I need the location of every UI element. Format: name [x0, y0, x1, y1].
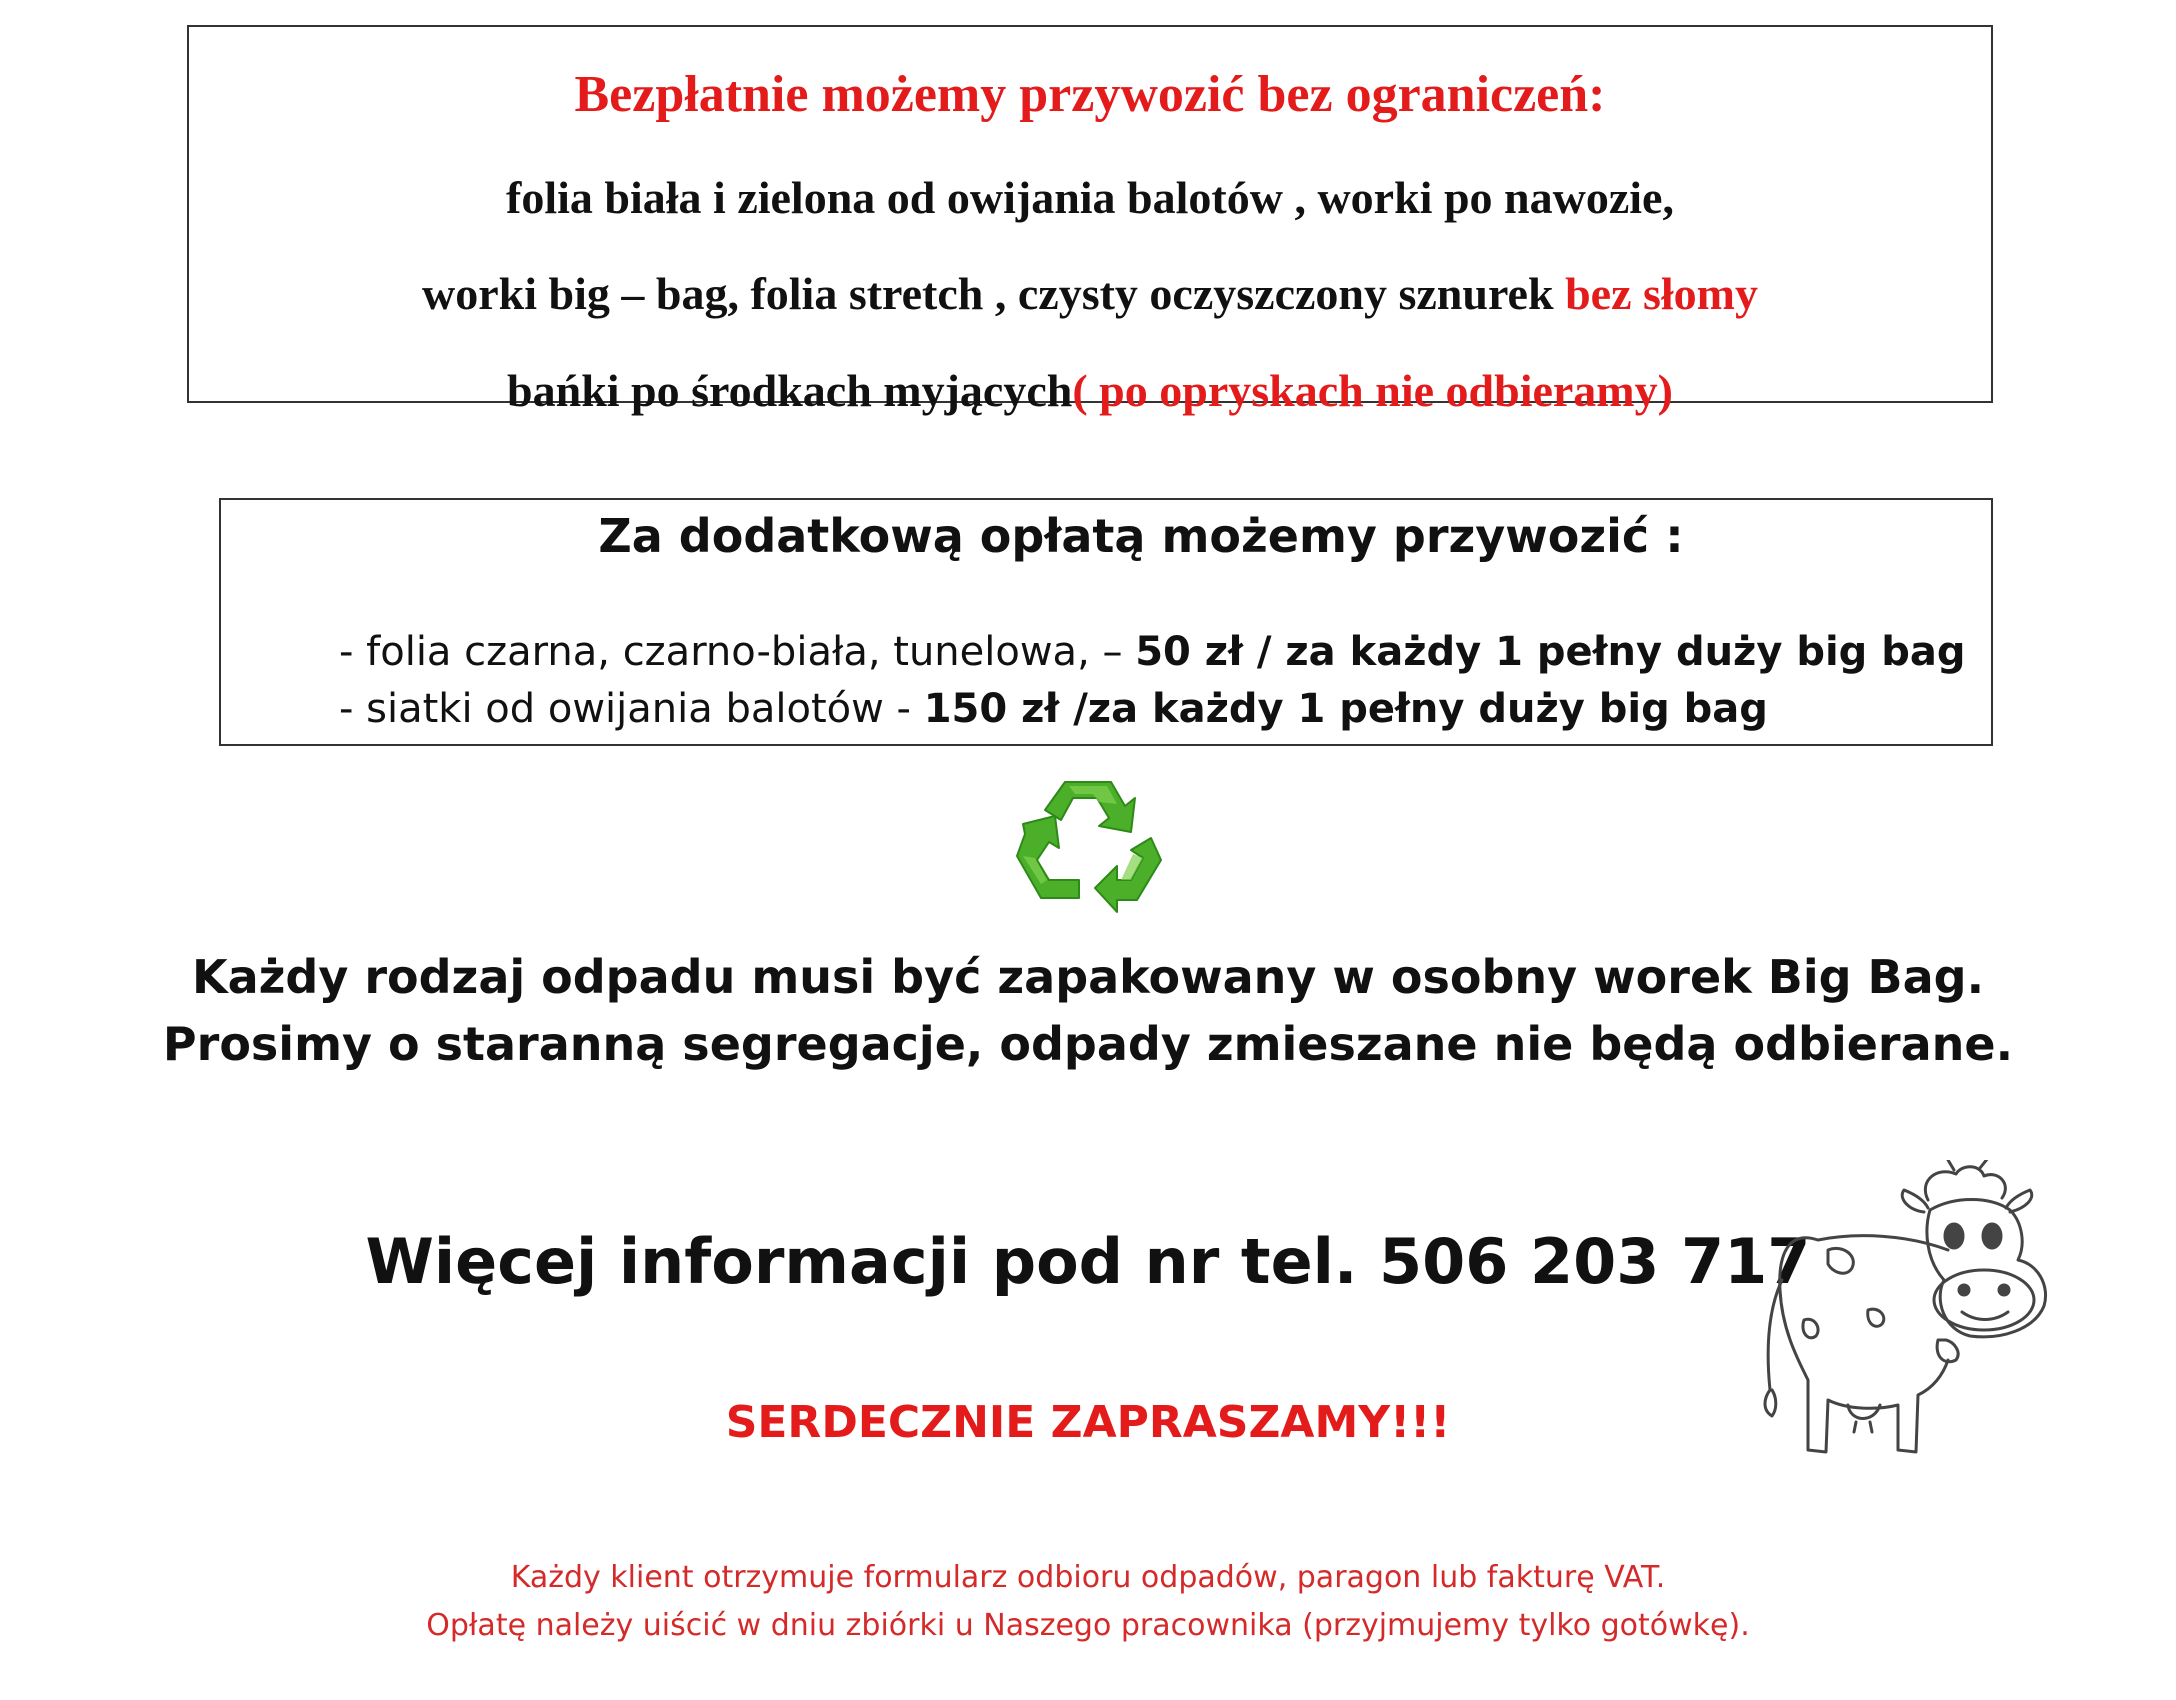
packing-notice: Każdy rodzaj odpadu musi być zapakowany w osobny worek Big Bag.: [191, 950, 1985, 1004]
footer-line-1: Każdy klient otrzymuje formularz odbioru odpadów, paragon lub fakturę VAT.: [510, 1560, 1666, 1595]
free-items-line-2-text: worki big – bag, folia stretch , czysty oczyszczony sznurek: [422, 268, 1566, 319]
free-items-line-1: folia biała i zielona od owijania balotów , worki po nawozie,: [506, 172, 1674, 223]
invite-text: SERDECZNIE ZAPRASZAMY!!!: [725, 1397, 1451, 1448]
paid-item-price: 50 zł / za każdy 1 pełny duży big bag: [1135, 629, 1966, 675]
paid-item: [339, 684, 1768, 734]
paid-item-text: - siatki od owijania balotów -: [339, 686, 924, 732]
free-items-line-3-text: bańki po środkach myjących: [507, 365, 1073, 416]
free-items-box: [187, 25, 1993, 416]
paid-item: [339, 627, 1966, 677]
free-items-line-3-note: ( po opryskach nie odbieramy): [1072, 365, 1673, 416]
free-items-line-3: [189, 363, 1991, 419]
free-items-title: Bezpłatnie możemy przywozić bez ograniczeń:: [574, 66, 1606, 123]
free-items-line-2: [189, 266, 1991, 322]
recycle-icon: [1013, 776, 1163, 921]
contact-phone: Więcej informacji pod nr tel. 506 203 717: [365, 1225, 1811, 1298]
paid-item-price: 150 zł /za każdy 1 pełny duży big bag: [923, 686, 1768, 732]
paid-items-title: Za dodatkową opłatą możemy przywozić :: [598, 509, 1684, 563]
footer-line-2: Opłatę należy uiścić w dniu zbiórki u Naszego pracownika (przyjmujemy tylko gotówkę).: [426, 1608, 1750, 1643]
free-items-line-2-note: bez słomy: [1565, 268, 1758, 319]
segregation-notice: Prosimy o staranną segregacje, odpady zmieszane nie będą odbierane.: [162, 1017, 2014, 1071]
paid-item-text: - folia czarna, czarno-biała, tunelowa, –: [339, 629, 1136, 675]
cow-illustration: [1748, 1160, 2078, 1480]
paid-items-box: [219, 498, 1993, 746]
